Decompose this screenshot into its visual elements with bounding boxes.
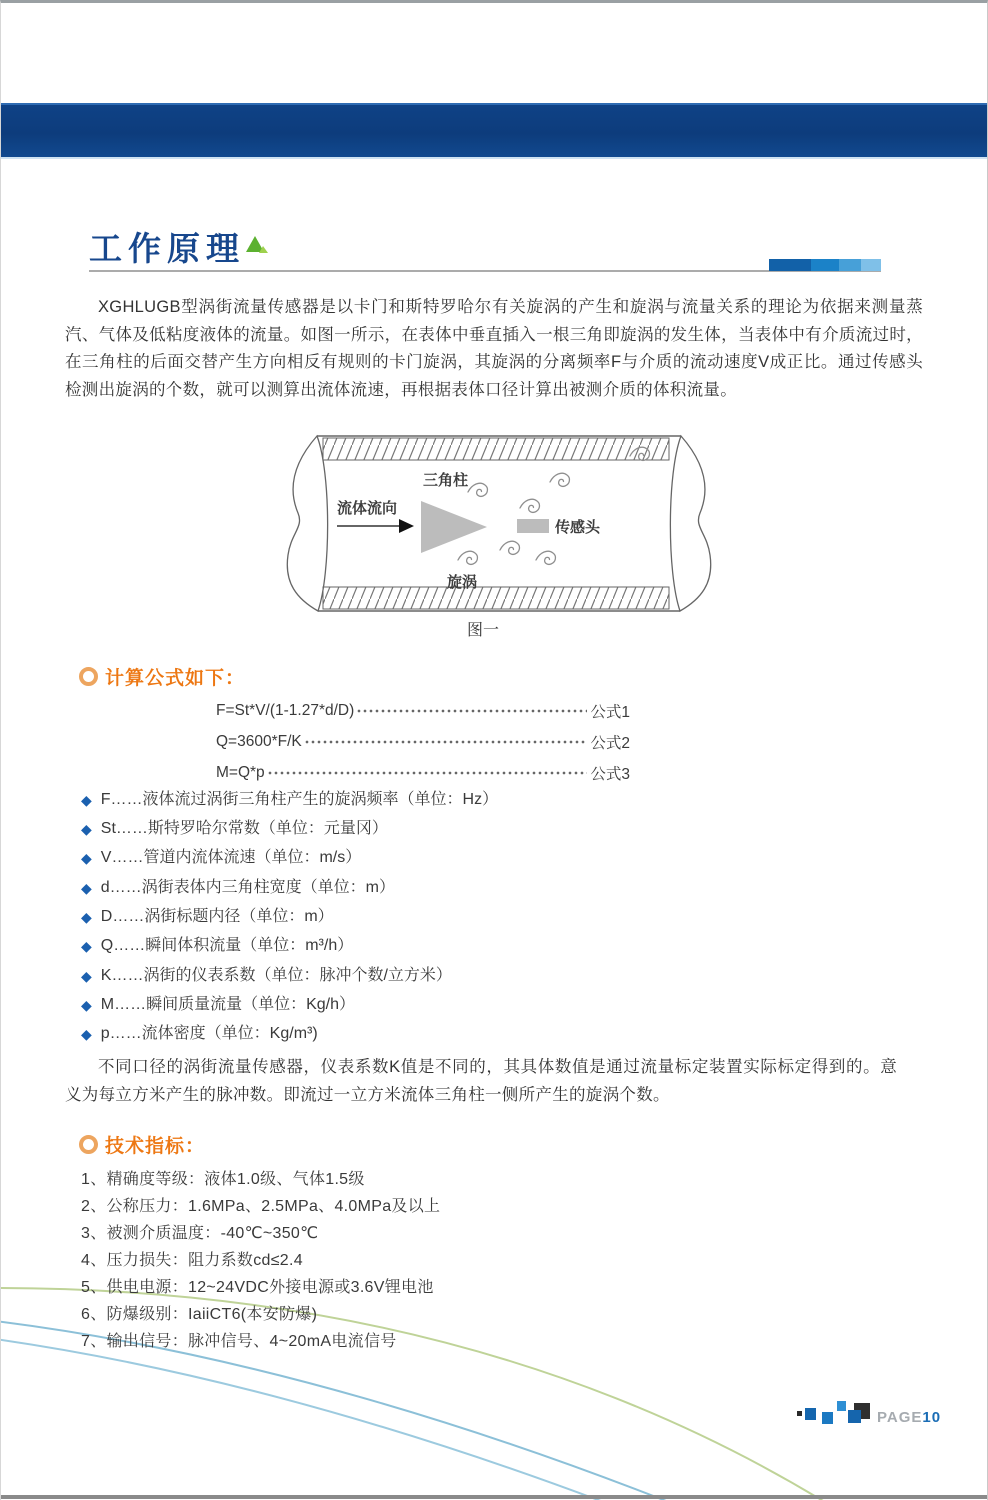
variable-text: p……流体密度（单位：Kg/m³) xyxy=(100,1025,318,1042)
formula-row xyxy=(216,731,630,753)
formula-expression: F=St*V/(1-1.27*d/D) xyxy=(216,702,355,719)
dot-leader xyxy=(268,768,588,778)
spec-item: 5、供电电源：12~24VDC外接电源或3.6V锂电池 xyxy=(81,1279,434,1296)
variable-text: V……管道内流体流速（单位：m/s） xyxy=(100,849,362,866)
diamond-bullet-icon: ◆ xyxy=(81,792,92,808)
diamond-bullet-icon: ◆ xyxy=(81,850,92,866)
page-bottom-rule xyxy=(1,1495,988,1499)
pipe-wall-top xyxy=(323,438,669,460)
vortex-swirl-icon xyxy=(468,483,487,496)
pipe-wall-bottom xyxy=(323,587,669,609)
vortex-pipe-diagram xyxy=(271,423,721,653)
spec-item: 2、公称压力：1.6MPa、2.5MPa、4.0MPa及以上 xyxy=(81,1198,441,1215)
variable-item xyxy=(81,935,353,957)
variable-text: d……涡街表体内三角柱宽度（单位：m） xyxy=(100,879,396,896)
variable-text: St……斯特罗哈尔常数（单位：元量冈） xyxy=(100,820,388,837)
diamond-bullet-icon: ◆ xyxy=(81,880,92,896)
footer-square xyxy=(848,1410,861,1423)
spec-item: 6、防爆级别：IaiiCT6(本安防爆) xyxy=(81,1306,318,1323)
page-title: 工作原理 xyxy=(89,232,245,268)
spec-item: 3、被测介质温度：-40℃~350℃ xyxy=(81,1225,319,1242)
sensor-head-label: 传感头 xyxy=(555,519,601,536)
diamond-bullet-icon: ◆ xyxy=(81,909,92,925)
variable-text: M……瞬间质量流量（单位：Kg/h） xyxy=(100,996,356,1013)
vortex-swirl-icon xyxy=(536,551,555,564)
variable-text: K……涡街的仪表系数（单位：脉冲个数/立方米） xyxy=(100,967,452,984)
triangle-column-shape xyxy=(421,501,487,553)
variable-item xyxy=(81,847,361,869)
vortex-swirl-icon xyxy=(500,541,519,554)
spec-item: 4、压力损失：阻力系数cd≤2.4 xyxy=(81,1252,303,1269)
diamond-bullet-icon: ◆ xyxy=(81,1026,92,1042)
variable-text: F……液体流过涡街三角柱产生的旋涡频率（单位：Hz） xyxy=(100,791,499,808)
formula-label: 公式3 xyxy=(590,766,630,783)
formula-expression: M=Q*p xyxy=(216,764,265,781)
diamond-bullet-icon: ◆ xyxy=(81,968,92,984)
spec-item: 7、输出信号：脉冲信号、4~20mA电流信号 xyxy=(81,1333,397,1350)
dot-leader xyxy=(357,706,587,716)
title-accent-bar xyxy=(769,259,881,271)
formula-expression: Q=3600*F/K xyxy=(216,733,302,750)
footer-square xyxy=(837,1401,846,1411)
variable-item xyxy=(81,965,452,987)
sensor-head-shape xyxy=(517,519,549,533)
vortex-swirl-icon xyxy=(458,551,477,564)
variable-text: D……涡街标题内径（单位：m） xyxy=(100,908,334,925)
diamond-bullet-icon: ◆ xyxy=(81,821,92,837)
formulas-section-heading xyxy=(79,663,245,690)
diamond-bullet-icon: ◆ xyxy=(81,997,92,1013)
variable-item xyxy=(81,994,355,1016)
vortex-swirl-icon xyxy=(550,473,569,486)
pipe-right-cap xyxy=(670,436,710,611)
dot-leader xyxy=(305,737,588,747)
figure-caption: 图一 xyxy=(467,622,500,639)
specs-heading-text: 技术指标： xyxy=(105,1136,206,1157)
footer-square xyxy=(805,1408,816,1420)
page-number-value: 10 xyxy=(922,1409,942,1426)
footer-square xyxy=(797,1411,802,1416)
variable-item xyxy=(81,877,395,899)
vortex-swirl-icon xyxy=(520,499,539,512)
page-number xyxy=(877,1409,941,1426)
note-paragraph: 不同口径的涡街流量传感器，仪表系数K值是不同的，其具体数值是通过流量标定装置实际标定得到的。意义为每立方米产生的脉冲数。即流过一立方米流体三角柱一侧所产生的旋涡个数。 xyxy=(65,1058,897,1104)
formula-row xyxy=(216,700,630,722)
section-ring-icon xyxy=(79,667,98,686)
flow-direction-label: 流体流向 xyxy=(337,500,398,517)
variable-item xyxy=(81,906,334,928)
variable-text: Q……瞬间体积流量（单位：m³/h） xyxy=(100,937,354,954)
formula-label: 公式2 xyxy=(590,735,630,752)
header-band xyxy=(1,103,988,159)
variable-item xyxy=(81,789,498,811)
specs-section-heading xyxy=(79,1131,205,1158)
triangle-column-label: 三角柱 xyxy=(423,472,469,489)
spec-item: 1、精确度等级：液体1.0级、气体1.5级 xyxy=(81,1171,365,1188)
variable-item xyxy=(81,818,388,840)
title-triangle-icon xyxy=(244,233,270,255)
pipe-left-cap xyxy=(287,436,327,611)
formula-label: 公式1 xyxy=(590,704,630,721)
flow-arrow-head xyxy=(399,519,414,533)
variable-item xyxy=(81,1023,318,1045)
footer-square xyxy=(822,1412,833,1424)
formulas-heading-text: 计算公式如下： xyxy=(105,668,246,689)
section-ring-icon xyxy=(79,1135,98,1154)
diamond-bullet-icon: ◆ xyxy=(81,938,92,954)
title-divider xyxy=(89,270,881,272)
vortex-label: 旋涡 xyxy=(447,574,478,591)
intro-paragraph: XGHLUGB型涡街流量传感器是以卡门和斯特罗哈尔有关旋涡的产生和旋涡与流量关系的理论为依据来测量蒸汽、气体及低粘度液体的流量。如图一所示，在表体中垂直插入一根三角即旋涡的发生体，当表体中有介质流过时，在三角柱的后面交替产生方向相反有规则的卡门旋涡，其旋涡的分离频率F与介质的流动速度V成正比。通过传感头检测出旋涡的个数，就可以测算出流体流速，再根据表体口径计算出被测介质的体积流量。 xyxy=(65,298,923,399)
formula-row xyxy=(216,762,630,784)
page-label-text: PAGE xyxy=(877,1409,923,1426)
